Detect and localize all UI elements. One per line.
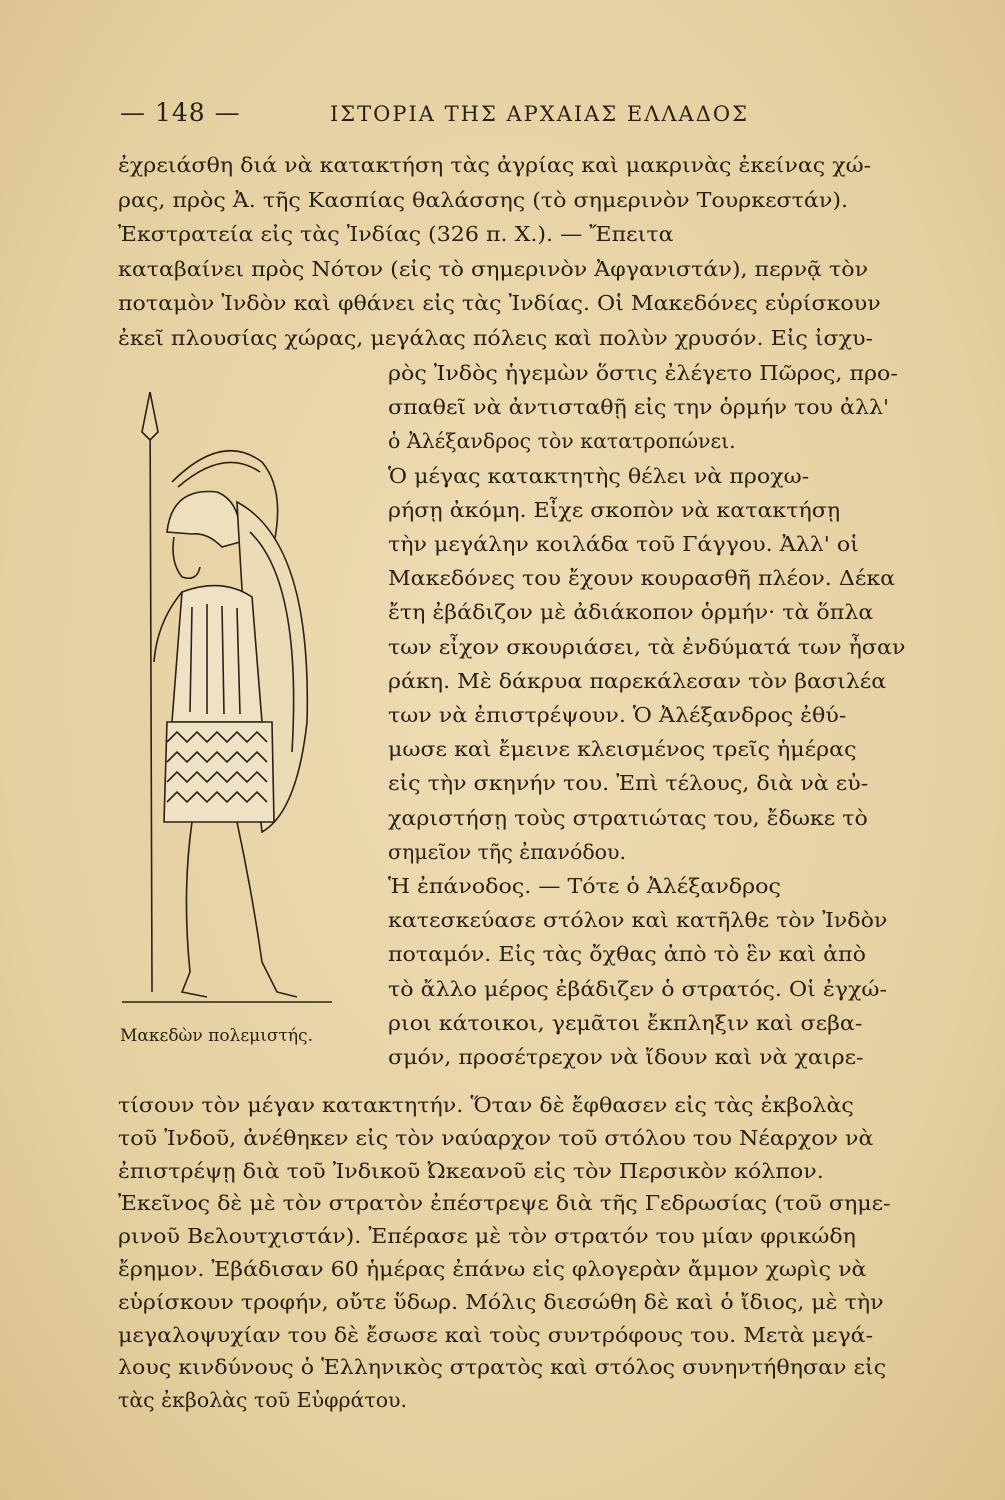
page-number: — 148 — xyxy=(120,98,241,127)
text-line: ρὸς Ἰνδὸς ἡγεμὼν ὅστις ἐλέγετο Πῶρος, προ- xyxy=(388,361,898,385)
text-line: εὑρίσκουν τροφήν, οὔτε ὕδωρ. Μόλις διεσώθη δὲ καὶ ὁ ἴδιος, μὲ τὴν xyxy=(118,1289,884,1314)
text-line: Ὁ μέγας κατακτητὴς θέλει νὰ προχω- xyxy=(388,463,810,488)
text-line: τίσουν τὸν μέγαν κατακτητήν. Ὅταν δὲ ἔφθασεν εἰς τὰς ἐκβολὰς xyxy=(118,1093,854,1117)
text-line: τὴν μεγάλην κοιλάδα τοῦ Γάγγου. Ἀλλ' οἱ xyxy=(388,532,859,556)
text-line: τὰς ἐκβολὰς τοῦ Εὐφράτου. xyxy=(118,1388,408,1413)
text-line: σμόν, προσέτρεχον νὰ ἴδουν καὶ νὰ χαιρε- xyxy=(388,1045,864,1069)
text-line: σπαθεῖ νὰ ἀντισταθῇ εἰς την ὁρμήν του ἀλλ' xyxy=(388,395,890,420)
text-line: τοῦ Ἰνδοῦ, ἀνέθηκεν εἰς τὸν ναύαρχον τοῦ στόλου του Νέαρχον νὰ xyxy=(118,1125,874,1150)
text-line: εἰς τὴν σκηνήν του. Ἐπὶ τέλους, διὰ νὰ εὐ- xyxy=(388,771,869,796)
text-line: ρήσῃ ἀκόμη. Εἶχε σκοπὸν νὰ κατακτήσῃ xyxy=(388,497,841,522)
text-line: των νὰ ἐπιστρέψουν. Ὁ Ἀλέξανδρος ἐθύ- xyxy=(388,703,847,727)
text-line: Ἐκστρατεία εἰς τὰς Ἰνδίας (326 π. Χ.). — Ἔπειτα xyxy=(118,222,674,246)
text-line: ἐκεῖ πλουσίας χώρας, μεγάλας πόλεις καὶ πολὺν χρυσόν. Εἰς ἰσχυ- xyxy=(118,325,874,350)
text-line: μωσε καὶ ἔμεινε κλεισμένος τρεῖς ἡμέρας xyxy=(388,737,857,762)
text-line: ἐπιστρέψῃ διὰ τοῦ Ἰνδικοῦ Ὠκεανοῦ εἰς τὸν Περσικὸν κόλπον. xyxy=(118,1158,824,1183)
page-header xyxy=(0,98,1005,138)
text-line: σημεῖον τῆς ἐπανόδου. xyxy=(388,839,626,864)
text-line: ὁ Ἀλέξανδρος τὸν κατατροπώνει. xyxy=(388,429,736,454)
text-line: τὸ ἄλλο μέρος ἐβάδιζεν ὁ στρατός. Οἱ ἐγχώ- xyxy=(388,976,887,1001)
running-title: ΙΣΤΟΡΙΑ ΤΗΣ ΑΡΧΑΙΑΣ ΕΛΛΑΔΟΣ xyxy=(330,102,749,126)
text-line: καταβαίνει πρὸς Νότον (εἰς τὸ σημερινὸν Ἀφγανιστάν), περνᾷ τὸν xyxy=(118,256,869,281)
warrior-illustration xyxy=(112,392,342,1032)
text-line: των εἶχον σκουριάσει, τὰ ἐνδύματά των ἦσαν xyxy=(388,634,906,659)
text-line: λους κινδύνους ὁ Ἑλληνικὸς στρατὸς καὶ στόλος συνηντήθησαν εἰς xyxy=(118,1355,887,1380)
text-line: ποταμὸν Ἰνδὸν καὶ φθάνει εἰς τὰς Ἰνδίας. Οἱ Μακεδόνες εὑρίσκουν xyxy=(118,291,881,315)
text-line: Ἐκεῖνος δὲ μὲ τὸν στρατὸν ἐπέστρεψε διὰ τῆς Γεδρωσίας (τοῦ σημε- xyxy=(118,1191,891,1216)
text-line: μεγαλοψυχίαν του δὲ ἔσωσε καὶ τοὺς συντρόφους του. Μετὰ μεγά- xyxy=(118,1322,874,1347)
text-line: ποταμόν. Εἰς τὰς ὄχθας ἀπὸ τὸ ἓν καὶ ἀπὸ xyxy=(388,942,866,967)
text-line: κατεσκεύασε στόλον καὶ κατῆλθε τὸν Ἰνδὸν xyxy=(388,908,888,933)
figure-caption: Μακεδὼν πολεμιστής. xyxy=(120,1026,313,1046)
text-line: Μακεδόνες του ἔχουν κουρασθῆ πλέον. Δέκα xyxy=(388,566,896,591)
text-line: ριοι κάτοικοι, γεμᾶτοι ἔκπληξιν καὶ σεβα- xyxy=(388,1010,863,1035)
text-line: ἔρημον. Ἐβάδισαν 60 ἡμέρας ἐπάνω εἰς φλογερὰν ἄμμον χωρὶς νὰ xyxy=(118,1257,867,1281)
text-line: ρινοῦ Βελουτχιστάν). Ἐπέρασε μὲ τὸν στρατόν του μίαν φρικώδη xyxy=(118,1224,856,1249)
text-line: ρας, πρὸς Ἀ. τῆς Κασπίας θαλάσσης (τὸ σημερινὸν Τουρκεστάν). xyxy=(118,187,849,212)
text-line: ράκη. Μὲ δάκρυα παρεκάλεσαν τὸν βασιλέα xyxy=(388,668,887,693)
text-line: χαριστήσῃ τοὺς στρατιώτας του, ἔδωκε τὸ xyxy=(388,805,868,830)
text-line: ἐχρειάσθη διά νὰ κατακτήση τὰς ἀγρίας καὶ μακρινὰς ἐκείνας χώ- xyxy=(118,153,872,177)
text-line: ἔτη ἐβάδιζον μὲ ἀδιάκοπον ὁρμήν· τὰ ὅπλα xyxy=(388,600,874,625)
text-line: Ἡ ἐπάνοδος. — Τότε ὁ Ἀλέξανδρος xyxy=(388,874,781,898)
